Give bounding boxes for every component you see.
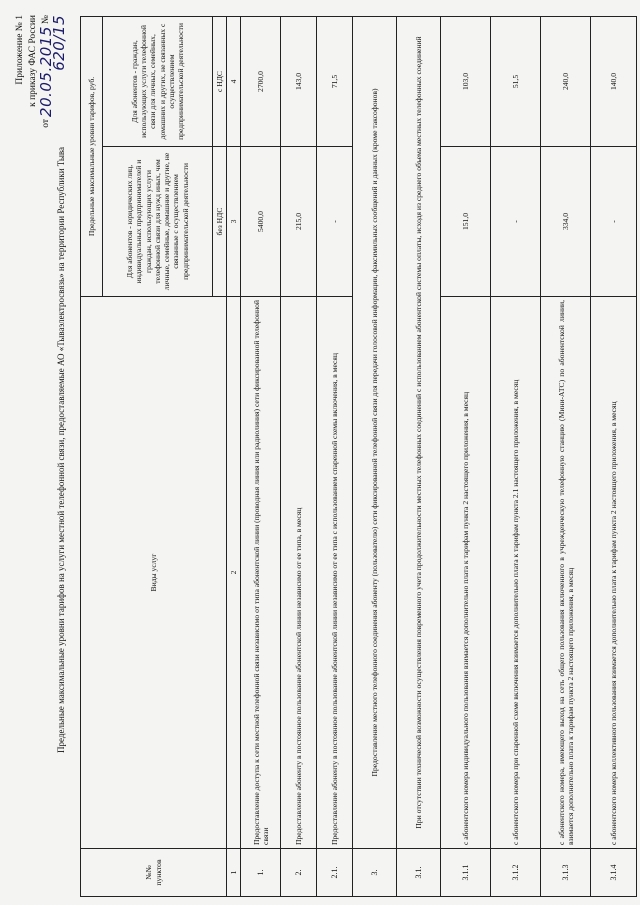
table-row bbox=[353, 17, 397, 897]
row-number: 3.1.3 bbox=[541, 849, 591, 897]
row-citizen-value: 140,0 bbox=[591, 17, 637, 147]
row-citizen-value: 143,0 bbox=[281, 17, 317, 147]
row-number: 3.1.4 bbox=[591, 849, 637, 897]
row-legal-value: 215,0 bbox=[281, 147, 317, 297]
header-vat-excl: без НДС bbox=[213, 147, 227, 297]
table-row bbox=[441, 17, 491, 897]
header-index-4: 4 bbox=[227, 17, 241, 147]
row-service: с абонентского номера коллективного пользования взимается дополнительно плата к тарифам пункта 2 настоящего приложения, в месяц bbox=[591, 297, 637, 849]
row-legal-value: - bbox=[591, 147, 637, 297]
table-row bbox=[591, 17, 637, 897]
row-citizen-value: 71,5 bbox=[317, 17, 353, 147]
table-row bbox=[241, 17, 281, 897]
row-number: 2. bbox=[281, 849, 317, 897]
row-citizen-value: 240,0 bbox=[541, 17, 591, 147]
table-row bbox=[491, 17, 541, 897]
table-row bbox=[397, 17, 441, 897]
row-number: 3.1.2 bbox=[491, 849, 541, 897]
document-title: Предельные максимальные уровни тарифов на услуги местной телефонной связи, предоставляемые АО «Тываэлектросвязь» на территории Республики Тыва bbox=[56, 147, 66, 753]
header-service: Виды услуг bbox=[81, 297, 227, 849]
tariff-table bbox=[80, 16, 637, 897]
header-num: №№ пунктов bbox=[81, 849, 227, 897]
row-number: 1. bbox=[241, 849, 281, 897]
row-service: с абонентского номера, имеющего выход на сеть общего пользования включенного в учрежденческую телефонную станцию (Мини-АТС) по абонентской линии, взимается дополнительно плата к тарифам пункта 2 настоящего приложения, в месяц bbox=[541, 297, 591, 849]
row-number: 3.1.1 bbox=[441, 849, 491, 897]
row-service: Предоставление доступа к сети местной телефонной связи независимо от типа абонентской линии (проводная линия или радиолиния) сети фиксированной телефонной связи bbox=[241, 297, 281, 849]
header-vat-incl: с НДС bbox=[213, 17, 227, 147]
row-legal-value: 151,0 bbox=[441, 147, 491, 297]
row-service: Предоставление абоненту в постоянное пользование абонентской линии независимо от ее типа, в месяц bbox=[281, 297, 317, 849]
row-legal-value: - bbox=[317, 147, 353, 297]
row-citizen-value: 2700,0 bbox=[241, 17, 281, 147]
row-citizen-value: 103,0 bbox=[441, 17, 491, 147]
header-index-1: 1 bbox=[227, 849, 241, 897]
row-number: 3. bbox=[353, 849, 397, 897]
header-index-2: 2 bbox=[227, 297, 241, 849]
date-prefix: от bbox=[41, 118, 51, 128]
row-number: 3.1. bbox=[397, 849, 441, 897]
header-index-3: 3 bbox=[227, 147, 241, 297]
table-row bbox=[317, 17, 353, 897]
handwritten-number: 620/15 bbox=[50, 15, 68, 71]
row-legal-value: 5400,0 bbox=[241, 147, 281, 297]
table-row bbox=[281, 17, 317, 897]
header-tariffs: Предельные максимальные уровни тарифов, руб. bbox=[81, 17, 103, 297]
row-service: Предоставление абоненту в постоянное пользование абонентской линии независимо от ее типа с использованием спаренной схемы включения, в месяц bbox=[317, 297, 353, 849]
row-number: 2.1. bbox=[317, 849, 353, 897]
annex-title: Приложение № 1 bbox=[15, 15, 25, 85]
header-legal: Для абонентов - юридических лиц, индивидуальных предпринимателей и граждан, использующих услуги телефонной связи для нужд иных, чем личные, семейные, домашние и другие, не связанные с осуществлением предпринимательской деятельности bbox=[103, 147, 213, 297]
handwritten-date: 20.05.2015 bbox=[37, 26, 55, 117]
row-service: с абонентского номера индивидуального пользования взимается дополнительно плата к тарифам пункта 2 настоящего приложения, в месяц bbox=[441, 297, 491, 849]
row-citizen-value: 51,5 bbox=[491, 17, 541, 147]
table-row bbox=[541, 17, 591, 897]
row-service: с абонентского номера при спаренной схеме включения взимается дополнительно плата к тарифам пункта 2.1 настоящего приложения, в месяц bbox=[491, 297, 541, 849]
header-citizen: Для абонентов - граждан, использующих услуги телефонной связи для личных, семейных, домашних и других, не связанных с осуществлением предпринимательской деятельности bbox=[103, 17, 213, 147]
number-prefix: № bbox=[41, 15, 51, 25]
row-section-text: При отсутствии технической возможности осуществления повременного учета продолжительности местных телефонных соединений с использованием абонентской системы оплаты, исходя из среднего объема местных телефонных соединений bbox=[397, 17, 441, 849]
row-legal-value: 334,0 bbox=[541, 147, 591, 297]
row-legal-value: - bbox=[491, 147, 541, 297]
row-section-text: Предоставление местного телефонного соединения абоненту (пользователю) сети фиксированной телефонной связи для передачи голосовой информации, факсимильных сообщений и данных (кроме таксофонов) bbox=[353, 17, 397, 849]
annex-order-ref: к приказу ФАС России bbox=[28, 15, 38, 107]
